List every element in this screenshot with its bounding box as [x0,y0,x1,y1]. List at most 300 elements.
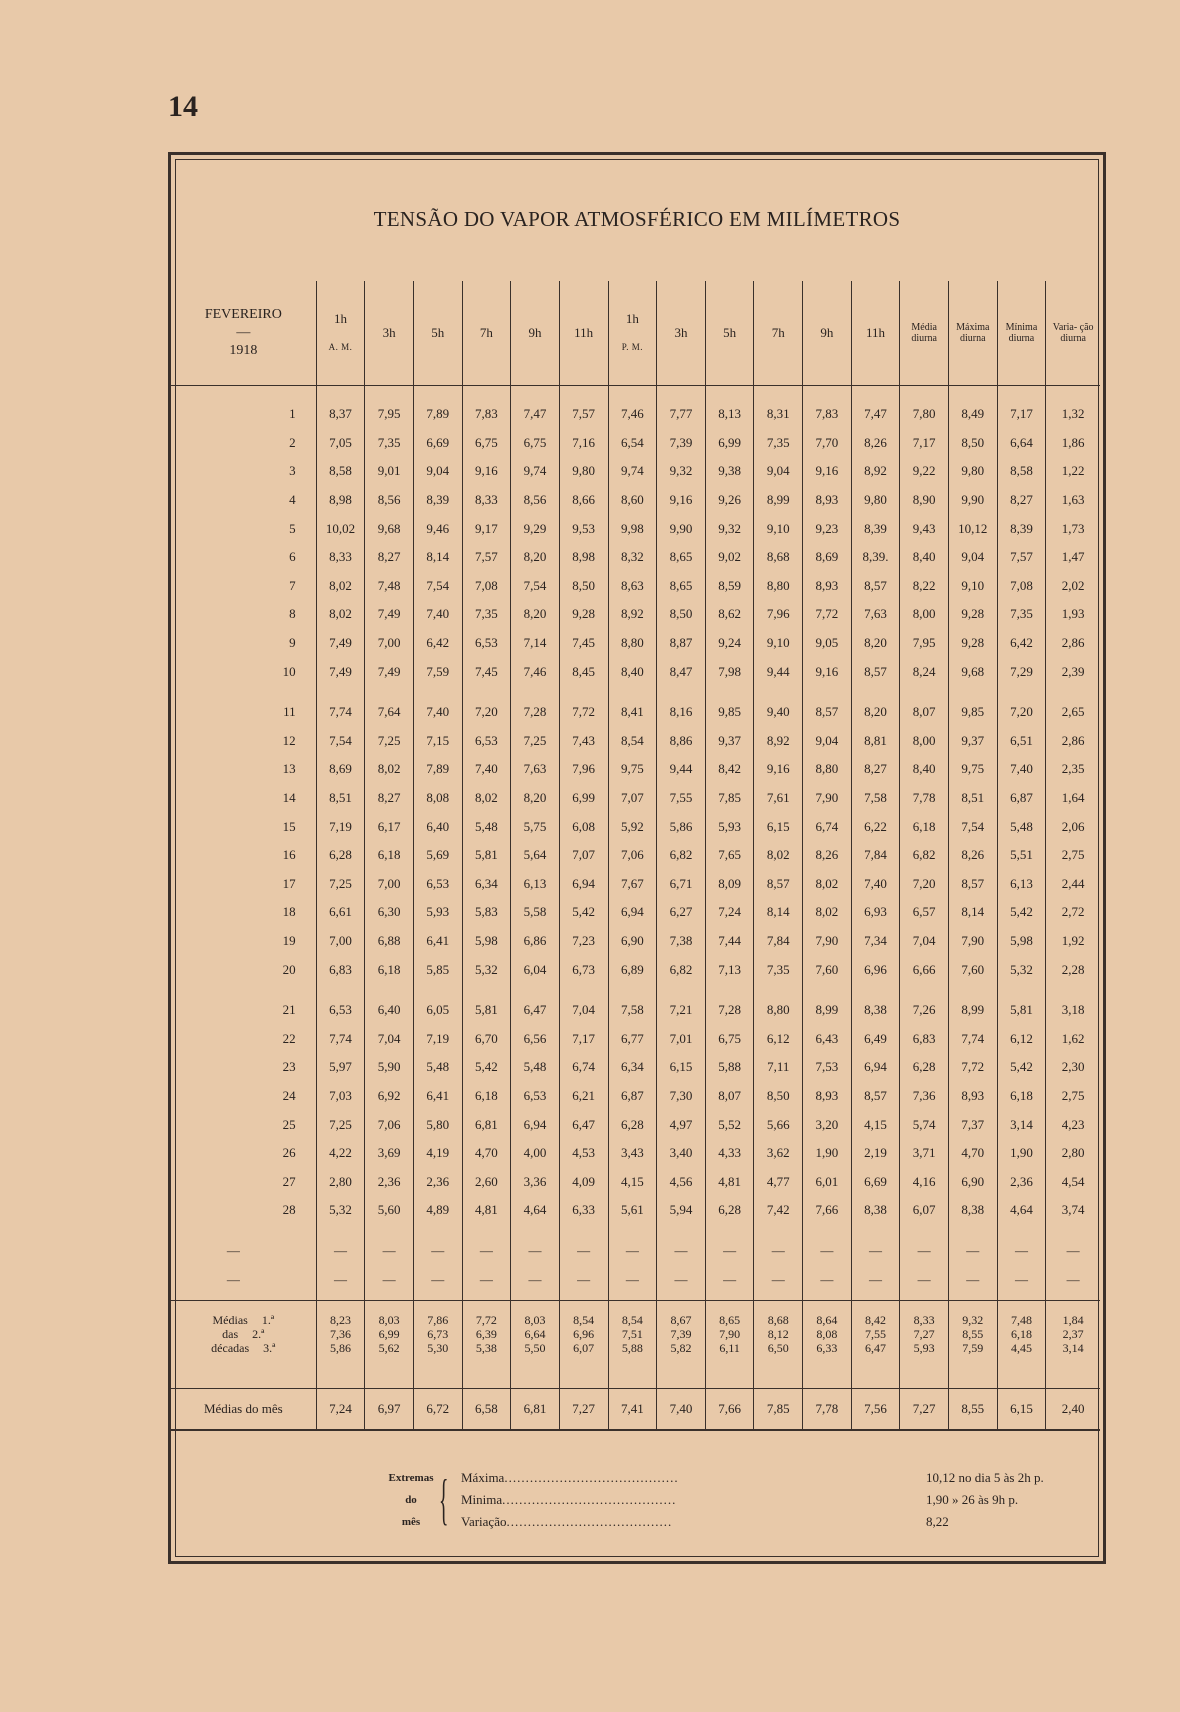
hour-header [511,281,560,386]
value-cell: 8,92 [851,457,900,486]
value-cell: 8,02 [365,755,414,784]
day-cell: 25 [282,1116,296,1132]
value-cell: 7,34 [851,927,900,956]
value-cell: 5,82 [657,1341,706,1355]
value-cell: 7,57 [462,543,511,572]
value-cell: 4,56 [657,1167,706,1196]
gap-cell [462,1300,511,1313]
value-cell: 6,15 [754,812,803,841]
value-cell: 2,80 [1046,1139,1100,1168]
value-cell: 7,01 [657,1024,706,1053]
value-cell: 5,38 [462,1341,511,1355]
day-cell: 12 [282,732,296,748]
value-cell: — [365,1265,414,1294]
value-cell: 9,10 [754,629,803,658]
value-cell: 6,33 [803,1341,852,1355]
decada-row [171,1313,1100,1327]
value-cell: 6,77 [608,1024,657,1053]
value-cell: 6,50 [754,1341,803,1355]
value-cell: 7,61 [754,784,803,813]
value-cell: 8,00 [900,727,949,756]
value-cell: 8,07 [900,698,949,727]
hour-header [705,281,754,386]
value-cell: 3,20 [803,1110,852,1139]
value-cell: 7,28 [705,996,754,1025]
value-cell: — [413,1265,462,1294]
value-cell: 5,51 [997,841,1046,870]
gap-cell [365,1355,414,1389]
value-cell: 8,38 [851,1196,900,1225]
extremas-maxima-value-group [926,1467,1044,1489]
value-cell: 8,39 [997,514,1046,543]
value-cell: — [316,1237,365,1266]
hour-header [608,281,657,386]
value-cell: 6,94 [851,1053,900,1082]
value-cell: 5,88 [705,1053,754,1082]
value-cell: 7,54 [316,727,365,756]
decada-label: décadas [211,1340,250,1355]
value-cell: 8,65 [705,1313,754,1327]
decada-label-cell [171,1313,316,1327]
value-cell: 6,28 [608,1110,657,1139]
hour-label: 1h [625,311,639,326]
value-cell: 7,63 [851,600,900,629]
value-cell: 6,90 [948,1167,997,1196]
table-row [171,486,1100,515]
value-cell: 7,11 [754,1053,803,1082]
value-cell: — [365,1237,414,1266]
table-row [171,1237,1100,1266]
table-row [171,1265,1100,1294]
value-cell: 8,23 [316,1313,365,1327]
value-cell: 8,22 [900,572,949,601]
value-cell: 7,00 [365,870,414,899]
value-cell: 7,66 [705,1389,754,1431]
value-cell: 8,65 [657,543,706,572]
gap-cell [948,1225,997,1237]
value-cell: 8,56 [365,486,414,515]
value-cell: 5,81 [462,996,511,1025]
value-cell: 6,21 [559,1082,608,1111]
value-cell: 8,27 [997,486,1046,515]
value-cell: 6,54 [608,429,657,458]
value-cell: 6,39 [462,1327,511,1341]
table-title: TENSÃO DO VAPOR ATMOSFÉRICO EM MILÍMETROS [373,207,901,231]
extremas-maxima-note: no dia 5 às 2h p. [958,1470,1044,1485]
day-cell: 7 [289,577,296,593]
value-cell: 9,85 [948,698,997,727]
gap-cell [316,1225,365,1237]
value-cell: 7,40 [657,1389,706,1431]
value-cell: 8,16 [657,698,706,727]
value-cell: 8,47 [657,657,706,686]
value-cell: 4,89 [413,1196,462,1225]
gap-cell [948,1355,997,1389]
value-cell: 7,35 [997,600,1046,629]
value-cell: 8,55 [948,1389,997,1431]
value-cell: 5,81 [462,841,511,870]
value-cell: 5,85 [413,955,462,984]
value-cell: 8,80 [754,996,803,1025]
value-cell: 7,72 [559,698,608,727]
value-cell: 7,65 [705,841,754,870]
value-cell: 8,14 [754,898,803,927]
value-cell: 7,58 [608,996,657,1025]
value-cell: 9,32 [657,457,706,486]
value-cell: 7,54 [948,812,997,841]
table-row [171,386,1100,429]
value-cell: 8,98 [559,543,608,572]
day-cell: 24 [282,1087,296,1103]
day-cell: 11 [283,704,296,720]
value-cell: 9,53 [559,514,608,543]
gap-cell [754,1225,803,1237]
table-row [171,898,1100,927]
gap-cell [1046,1355,1100,1389]
value-cell: 2,36 [997,1167,1046,1196]
value-cell: 8,20 [851,698,900,727]
value-cell: 8,38 [851,996,900,1025]
value-cell: 1,73 [1046,514,1100,543]
am-label: A. M. [328,342,353,352]
value-cell: 5,60 [365,1196,414,1225]
value-cell: 5,98 [462,927,511,956]
value-cell: 6,73 [559,955,608,984]
gap-cell [754,984,803,996]
value-cell: 8,26 [803,841,852,870]
decada-label-cell [171,1341,316,1355]
gap-cell [803,1355,852,1389]
gap-cell [511,984,560,996]
value-cell: 5,32 [462,955,511,984]
value-cell: 6,86 [511,927,560,956]
value-cell: — [657,1265,706,1294]
value-cell: 7,40 [851,870,900,899]
table-row [171,600,1100,629]
value-cell: 7,47 [511,386,560,429]
value-cell: 8,80 [608,629,657,658]
value-cell: 9,46 [413,514,462,543]
gap-cell [851,686,900,698]
table-row [171,927,1100,956]
value-cell: 4,09 [559,1167,608,1196]
gap-cell [365,1225,414,1237]
gap-cell [608,686,657,698]
gap-cell [171,1225,316,1237]
gap-cell [316,984,365,996]
value-cell: 7,03 [316,1082,365,1111]
value-cell: 8,02 [754,841,803,870]
value-cell: 6,49 [851,1024,900,1053]
value-cell: 7,49 [316,657,365,686]
value-cell: 2,37 [1046,1327,1100,1341]
value-cell: 5,93 [413,898,462,927]
value-cell: 8,99 [754,486,803,515]
value-cell: 9,37 [948,727,997,756]
value-cell: — [413,1237,462,1266]
decada-label: Médias [212,1312,248,1327]
value-cell: 6,18 [462,1082,511,1111]
value-cell: 7,20 [997,698,1046,727]
day-cell: 16 [282,847,296,863]
day-cell: 21 [282,1002,296,1018]
gap-cell [462,984,511,996]
day-cell: 10 [282,663,296,679]
value-cell: 7,41 [608,1389,657,1431]
extremas-minima-label: Minima [461,1492,503,1507]
value-cell: 9,68 [365,514,414,543]
value-cell: 8,50 [754,1082,803,1111]
extremas-label: mês [401,1516,421,1528]
value-cell: 8,32 [608,543,657,572]
value-cell: 9,75 [948,755,997,784]
value-cell: 2,86 [1046,629,1100,658]
value-cell: 4,54 [1046,1167,1100,1196]
extremas-minima-value-group [926,1489,1018,1511]
value-cell: 7,04 [559,996,608,1025]
value-cell: 7,28 [511,698,560,727]
hour-label: 9h [820,325,834,340]
value-cell: 5,93 [900,1341,949,1355]
value-cell: 7,07 [608,784,657,813]
value-cell: 8,00 [900,600,949,629]
value-cell: — [948,1237,997,1266]
value-cell: 8,57 [851,657,900,686]
value-cell: 1,62 [1046,1024,1100,1053]
value-cell: 4,81 [462,1196,511,1225]
value-cell: 7,39 [657,1327,706,1341]
table-row [171,429,1100,458]
variacao-header: Varia- ção diurna [1046,281,1100,386]
value-cell: 9,16 [803,657,852,686]
value-cell: 1,22 [1046,457,1100,486]
value-cell: — [657,1237,706,1266]
value-cell: 8,68 [754,1313,803,1327]
hour-label: 5h [431,325,445,340]
value-cell: 6,96 [559,1327,608,1341]
value-cell: 7,84 [851,841,900,870]
hour-header [365,281,414,386]
extremas-minima-note: » 26 às 9h p. [952,1492,1019,1507]
day-cell: 23 [282,1059,296,1075]
gap-cell [657,1355,706,1389]
value-cell: — [997,1265,1046,1294]
value-cell: 8,07 [705,1082,754,1111]
value-cell: 7,27 [900,1327,949,1341]
table-row [171,955,1100,984]
value-cell: 7,60 [803,955,852,984]
value-cell: 8,03 [511,1313,560,1327]
gap-cell [803,984,852,996]
value-cell: — [462,1265,511,1294]
table-row [171,629,1100,658]
value-cell: 9,85 [705,698,754,727]
value-cell: 8,02 [316,600,365,629]
gap-cell [851,984,900,996]
gap-row [171,1225,1100,1237]
value-cell: 1,47 [1046,543,1100,572]
value-cell: 9,29 [511,514,560,543]
value-cell: 8,33 [462,486,511,515]
value-cell: 7,44 [705,927,754,956]
value-cell: 8,51 [948,784,997,813]
value-cell: 7,06 [608,841,657,870]
table-row [171,755,1100,784]
hour-label: 9h [528,325,542,340]
table-row [171,996,1100,1025]
value-cell: 6,13 [511,870,560,899]
gap-cell [608,984,657,996]
value-cell: 6,75 [705,1024,754,1053]
value-cell: 7,26 [900,996,949,1025]
minima-header: Mínima diurna [997,281,1046,386]
value-cell: 5,64 [511,841,560,870]
value-cell: 6,53 [413,870,462,899]
table-row [171,657,1100,686]
value-cell: 7,51 [608,1327,657,1341]
value-cell: 6,69 [851,1167,900,1196]
year-label: 1918 [229,343,258,358]
gap-cell [1046,1225,1100,1237]
gap-cell [657,984,706,996]
value-cell: 8,57 [948,870,997,899]
day-cell: 3 [289,463,296,479]
value-cell: 8,67 [657,1313,706,1327]
hour-label: 3h [382,325,396,340]
pm-label: P. M. [621,342,643,352]
value-cell: 6,41 [413,1082,462,1111]
value-cell: 8,49 [948,386,997,429]
gap-cell [754,686,803,698]
value-cell: — [316,1265,365,1294]
day-cell: 1 [289,406,296,422]
value-cell: 6,82 [900,841,949,870]
value-cell: 1,32 [1046,386,1100,429]
value-cell: 2,75 [1046,841,1100,870]
gap-cell [559,984,608,996]
decada-ordinal: 3.ª [263,1340,276,1355]
table-row [171,870,1100,899]
value-cell: 7,96 [559,755,608,784]
value-cell: 9,04 [803,727,852,756]
value-cell: 6,47 [511,996,560,1025]
gap-cell [511,1225,560,1237]
value-cell: 7,49 [316,629,365,658]
gap-cell [413,686,462,698]
value-cell: 6,94 [608,898,657,927]
value-cell: 4,70 [948,1139,997,1168]
value-cell: 8,99 [803,996,852,1025]
value-cell: 6,08 [559,812,608,841]
value-cell: 3,18 [1046,996,1100,1025]
value-cell: 8,54 [608,1313,657,1327]
value-cell: 9,22 [900,457,949,486]
value-cell: 7,04 [365,1024,414,1053]
value-cell: 8,02 [316,572,365,601]
gap-cell [657,686,706,698]
value-cell: 6,89 [608,955,657,984]
value-cell: 7,00 [365,629,414,658]
value-cell: 7,43 [559,727,608,756]
value-cell: 1,90 [997,1139,1046,1168]
decada-ordinal: 1.ª [261,1312,275,1327]
value-cell: 5,61 [608,1196,657,1225]
extremas-variacao-row: Variação....................................... 8,22 [461,1511,672,1533]
gap-cell [997,1300,1046,1313]
value-cell: 8,14 [413,543,462,572]
value-cell: — [511,1265,560,1294]
value-cell: 9,43 [900,514,949,543]
value-cell: 7,17 [997,386,1046,429]
value-cell: 7,55 [657,784,706,813]
value-cell: 6,05 [413,996,462,1025]
value-cell: 6,69 [413,429,462,458]
value-cell: 6,13 [997,870,1046,899]
value-cell: 8,68 [754,543,803,572]
value-cell: 5,48 [413,1053,462,1082]
day-cell: 4 [289,492,296,508]
value-cell: 7,25 [316,870,365,899]
value-cell: 6,15 [997,1389,1046,1431]
value-cell: 9,80 [851,486,900,515]
value-cell: 8,40 [900,755,949,784]
value-cell: 4,23 [1046,1110,1100,1139]
value-cell: 9,28 [559,600,608,629]
value-cell: 4,22 [316,1139,365,1168]
hour-header [413,281,462,386]
value-cell: 6,28 [316,841,365,870]
value-cell: 7,89 [413,386,462,429]
value-cell: 2,28 [1046,955,1100,984]
gap-cell [316,1300,365,1313]
gap-cell [803,686,852,698]
value-cell: 7,13 [705,955,754,984]
value-cell: 6,11 [705,1341,754,1355]
value-cell: 5,30 [413,1341,462,1355]
value-cell: 9,68 [948,657,997,686]
value-cell: 2,19 [851,1139,900,1168]
gap-cell [559,1355,608,1389]
value-cell: 7,35 [365,429,414,458]
value-cell: 8,65 [657,572,706,601]
value-cell: 5,32 [997,955,1046,984]
value-cell: 6,12 [754,1024,803,1053]
value-cell: 7,48 [365,572,414,601]
value-cell: 7,20 [462,698,511,727]
value-cell: 3,43 [608,1139,657,1168]
gap-cell [851,1355,900,1389]
value-cell: 7,90 [705,1327,754,1341]
gap-cell [705,1225,754,1237]
gap-cell [316,686,365,698]
value-cell: 6,41 [413,927,462,956]
value-cell: 8,45 [559,657,608,686]
gap-cell [948,1300,997,1313]
value-cell: 6,57 [900,898,949,927]
value-cell: 6,73 [413,1327,462,1341]
value-cell: 5,98 [997,927,1046,956]
value-cell: 9,04 [754,457,803,486]
value-cell: 8,55 [948,1327,997,1341]
value-cell: 7,59 [948,1341,997,1355]
value-cell: 3,14 [1046,1341,1100,1355]
day-cell: 2 [289,434,296,450]
value-cell: 7,25 [316,1110,365,1139]
value-cell: 7,72 [803,600,852,629]
gap-cell [948,984,997,996]
value-cell: 6,18 [365,841,414,870]
value-cell: 5,90 [365,1053,414,1082]
